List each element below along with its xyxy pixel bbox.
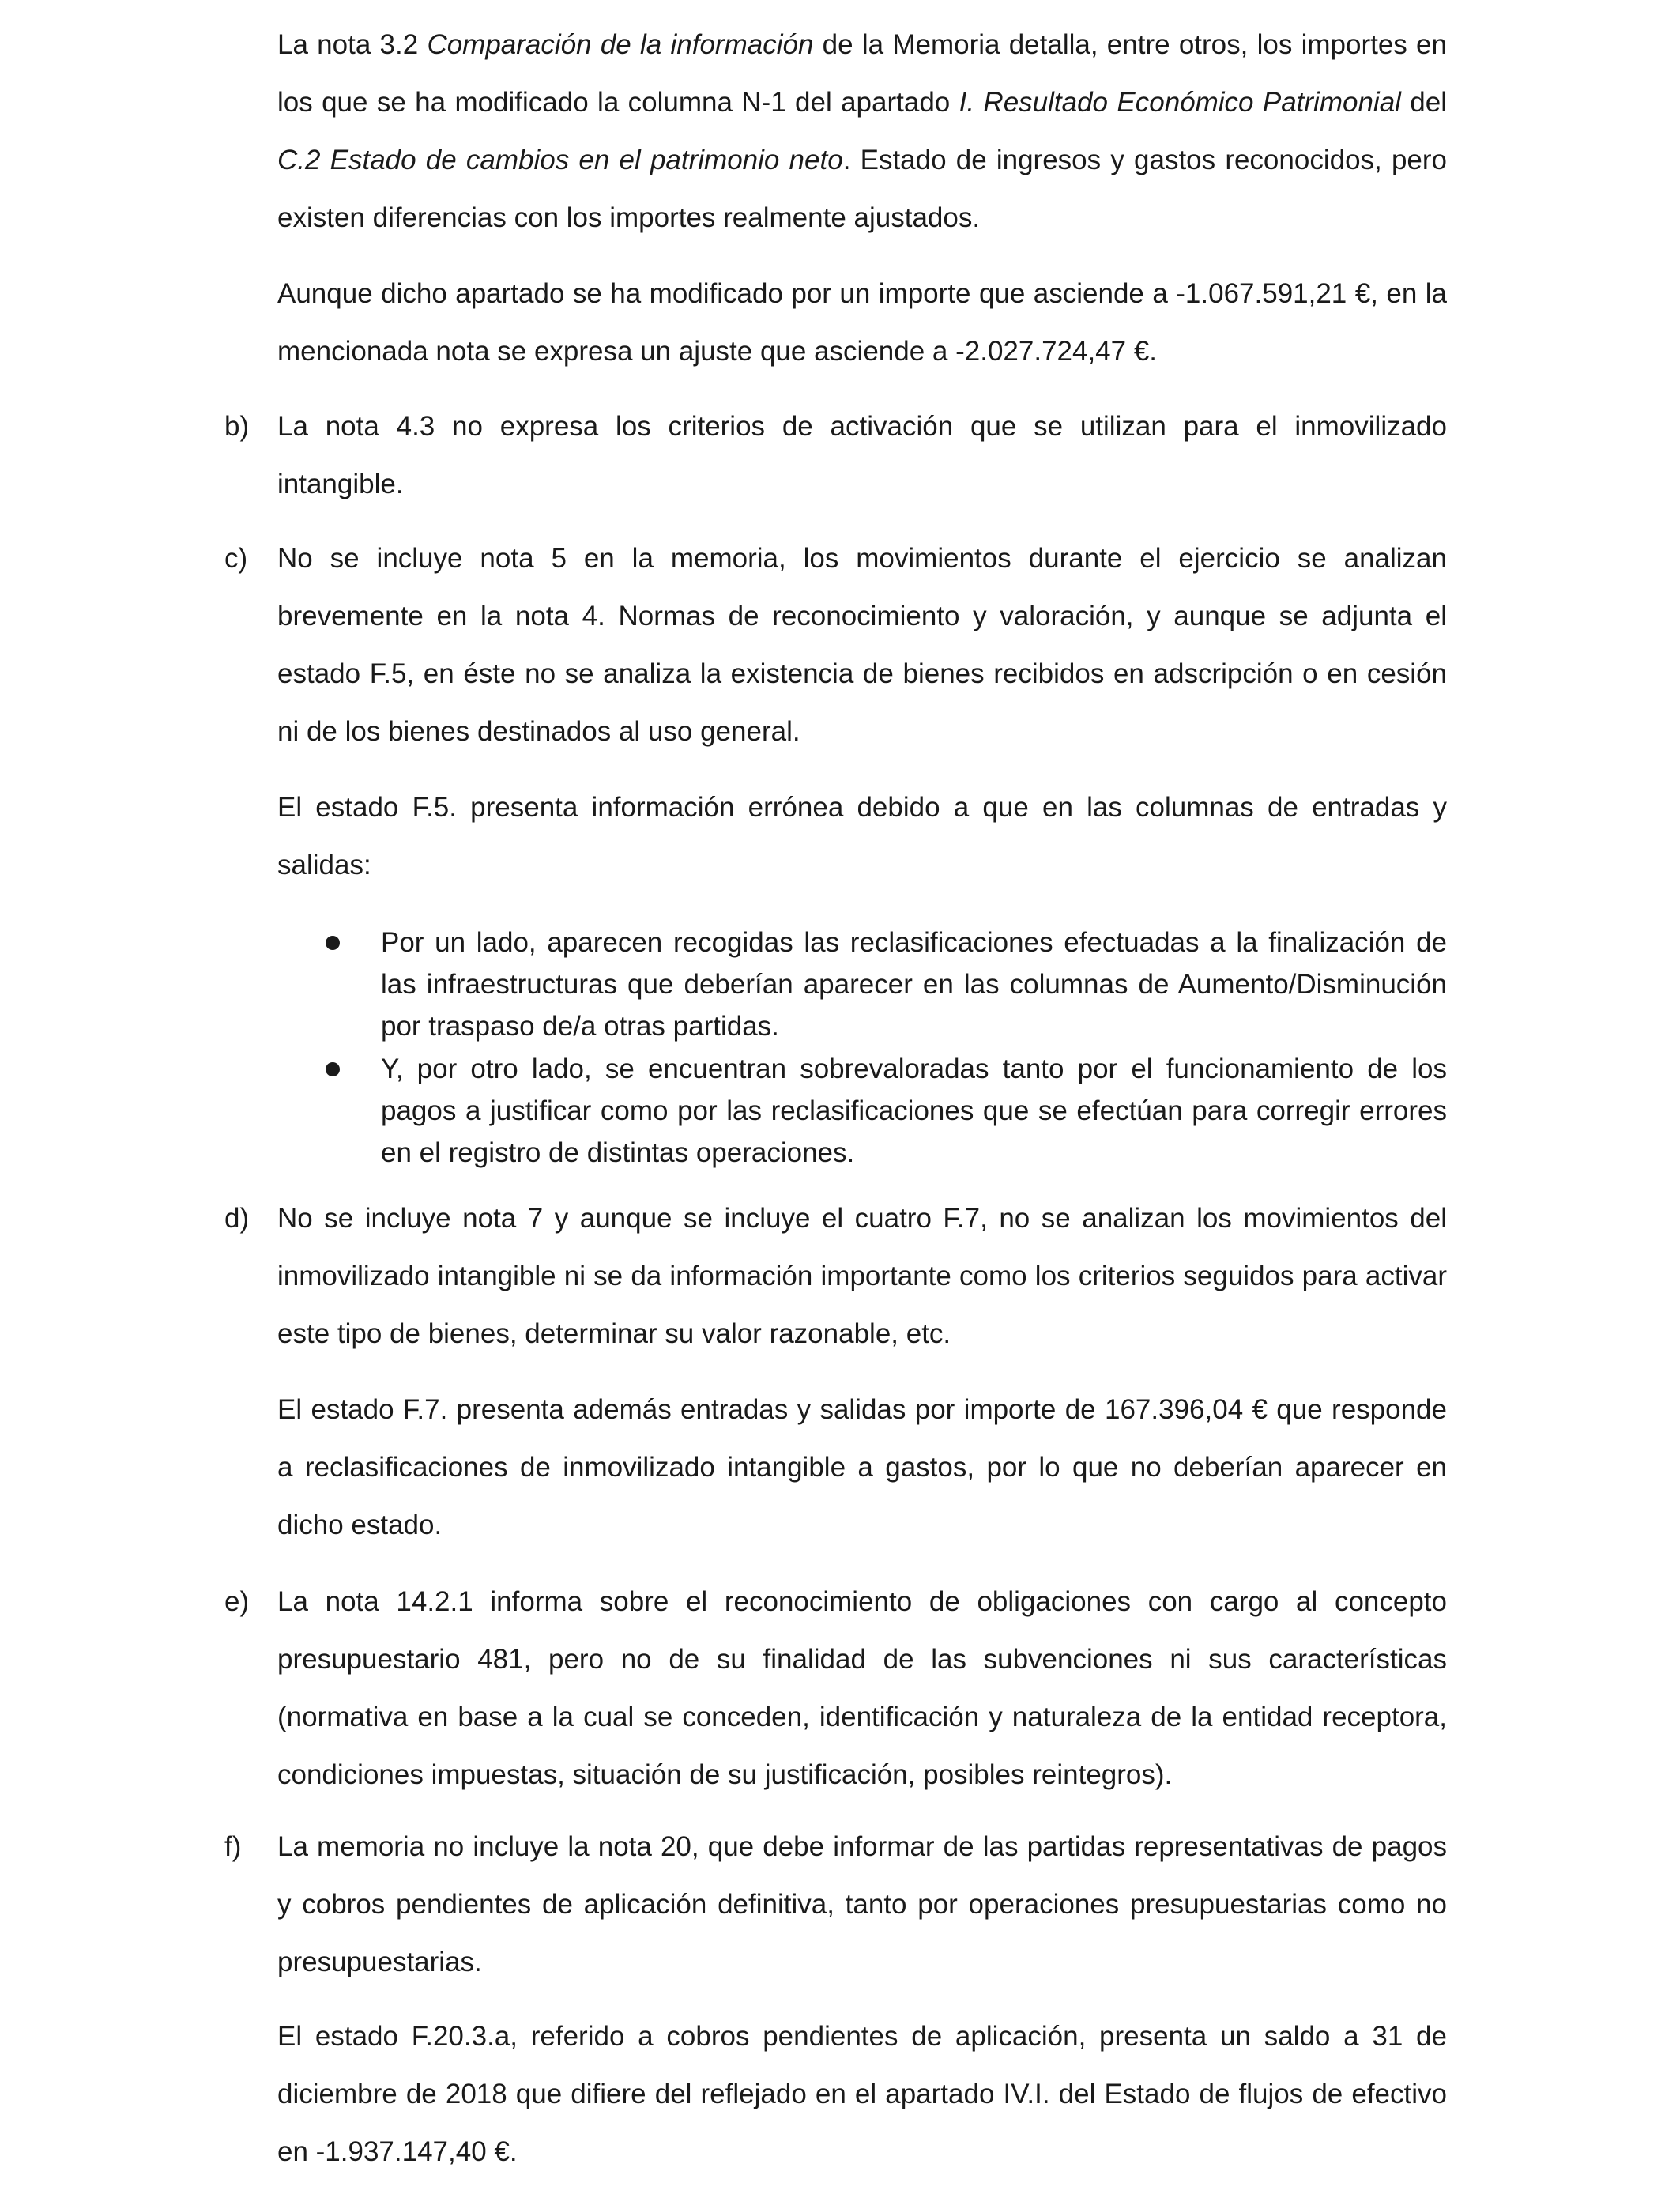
item-c-text: No se incluye nota 5 en la memoria, los movimientos durante el ejercicio se analizan brevemente en la nota 4. Normas de reconocimiento y valoración, y aunque se adjunta el estado F.5, en éste no se analiza la existencia de bienes recibidos en adscripción o en cesión ni de los bienes destinados al uso general. [277, 543, 1447, 747]
item-c-marker: c) [224, 543, 248, 574]
item-d-text: No se incluye nota 7 y aunque se incluye el cuatro F.7, no se analizan los movimientos del inmovilizado intangible ni se da información importante como los criterios seguidos para activar este tipo de bienes, determinar su valor razonable, etc. [277, 1203, 1447, 1349]
intro-italic-3: C.2 Estado de cambios en el patrimonio neto [277, 145, 843, 175]
intro-text-2: de la Memoria detalla, entre otros, los importes en los que se ha modificado la columna N-1 del apartado [277, 29, 1447, 118]
bullet-dot [326, 936, 340, 950]
item-e-text: La nota 14.2.1 informa sobre el reconocimiento de obligaciones con cargo al concepto presupuestario 481, pero no de su finalidad de las subvenciones ni sus características (normativa en base a la cual se conceden, identificación y naturaleza de la entidad receptora, condiciones impuestas, situación de su justificación, posibles reintegros). [277, 1586, 1447, 1790]
bullet-item-2: Y, por otro lado, se encuentran sobrevaloradas tanto por el funcionamiento de los pagos a justificar como por las reclasificaciones que se efectúan para corregir errores en el registro de distintas operaciones. [381, 1054, 1447, 1168]
intro-text-4: . Estado de ingresos y gastos reconocidos, pero existen diferencias con los importes realmente ajustados. [277, 145, 1447, 233]
item-e-marker: e) [224, 1586, 250, 1617]
intro-paragraph-1 [277, 16, 1447, 247]
item-d-followup: El estado F.7. presenta además entradas y salidas por importe de 167.396,04 € que responde a reclasificaciones de inmovilizado intangible a gastos, por lo que no deberían aparecer en dicho estado. [277, 1394, 1447, 1540]
item-f-marker: f) [224, 1831, 242, 1862]
item-c-followup: El estado F.5. presenta información errónea debido a que en las columnas de entradas y salidas: [277, 792, 1447, 880]
intro-text-3: del [1400, 87, 1447, 118]
item-f-followup: El estado F.20.3.a, referido a cobros pendientes de aplicación, presenta un saldo a 31 de diciembre de 2018 que difiere del reflejado en el apartado IV.I. del Estado de flujos de efectivo en -1.937.147,40 €. [277, 2021, 1447, 2167]
item-b-marker: b) [224, 411, 250, 442]
item-b-text: La nota 4.3 no expresa los criterios de activación que se utilizan para el inmovilizado intangible. [277, 411, 1447, 499]
intro-italic-2: I. Resultado Económico Patrimonial [959, 87, 1401, 118]
bullet-item-1: Por un lado, aparecen recogidas las reclasificaciones efectuadas a la finalización de las infraestructuras que deberían aparecer en las columnas de Aumento/Disminución por traspaso de/a otras partidas. [381, 927, 1447, 1042]
intro-paragraph-2: Aunque dicho apartado se ha modificado por un importe que asciende a -1.067.591,21 €, en la mencionada nota se expresa un ajuste que asciende a -2.027.724,47 €. [277, 278, 1447, 367]
item-d-marker: d) [224, 1203, 250, 1234]
item-f-text: La memoria no incluye la nota 20, que debe informar de las partidas representativas de pagos y cobros pendientes de aplicación definitiva, tanto por operaciones presupuestarias como no presupuestarias. [277, 1831, 1447, 1977]
intro-italic-1: Comparación de la información [427, 29, 814, 60]
bullet-dot [326, 1062, 340, 1076]
intro-text-1: La nota 3.2 [277, 29, 428, 60]
